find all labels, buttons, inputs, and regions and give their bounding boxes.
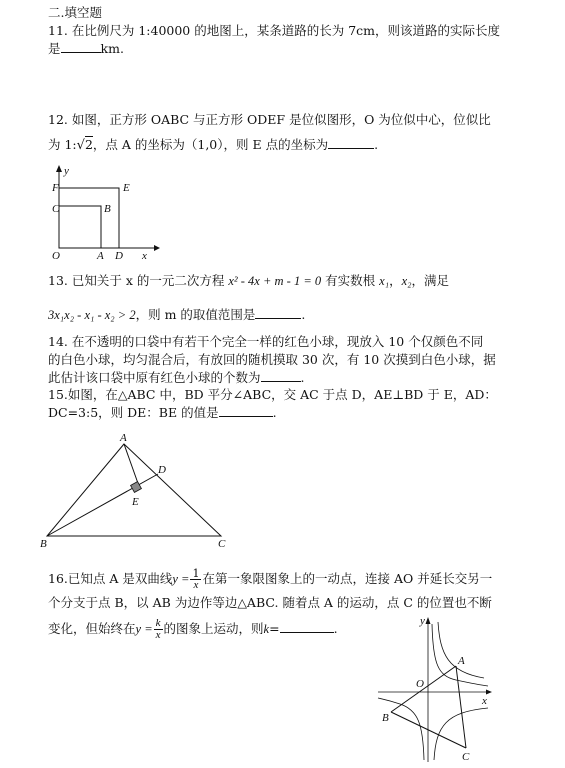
q11-unit: km.	[100, 41, 124, 56]
label-e: E	[123, 182, 130, 194]
label-a: A	[120, 432, 127, 444]
q13-line1: 13. 已知关于 x 的一元二次方程 x² - 4x + m - 1 = 0 有实数根 x₁，x₂，满足	[48, 273, 449, 288]
label-y: y	[64, 165, 69, 177]
y-axis-arrow	[56, 165, 62, 172]
q11-line1: 11. 在比例尺为 1:40000 的地图上，某条道路的长为 7cm，则该道路的实际长度	[48, 23, 501, 38]
label-a: A	[458, 655, 465, 667]
hyperbola-k-branch-2	[434, 708, 488, 760]
x-axis-arrow	[154, 245, 160, 251]
hyperbola-k-branch-1	[438, 622, 484, 678]
label-c: C	[462, 751, 470, 763]
q12-line1: 12. 如图，正方形 OABC 与正方形 ODEF 是位似图形，O 为位似中心，位似比	[48, 112, 491, 127]
label-o: O	[416, 678, 424, 690]
label-e: E	[132, 496, 139, 508]
section-title: 二.填空题	[48, 5, 102, 20]
fraction-k-over-x: $\frac{k}{x}$	[155, 617, 161, 641]
right-angle-mark	[131, 482, 142, 493]
q15-answer-blank[interactable]	[219, 404, 273, 417]
label-c: C	[218, 538, 226, 550]
q15-figure	[36, 430, 236, 552]
label-b: B	[40, 538, 47, 550]
y-axis-arrow	[426, 617, 431, 624]
q11-answer-blank[interactable]	[61, 40, 101, 53]
label-c: C	[52, 203, 60, 215]
label-d: D	[158, 464, 166, 476]
segment-ac	[456, 666, 466, 748]
q15-line1: 15.如图，在△ABC 中，BD 平分∠ABC，交 AC 于点 D，AE⊥BD 于 E，AD：	[48, 387, 497, 402]
label-x: x	[142, 250, 147, 262]
q16-line1: 16.已知点 A 是双曲线y = $\frac{1}{x}$ 在第一象限图象上的一动点，连接 AO 并延长交另一	[48, 567, 493, 591]
q16-figure	[376, 614, 496, 764]
label-b: B	[382, 712, 389, 724]
label-y: y	[420, 615, 425, 627]
square-oabc	[59, 206, 101, 248]
label-d: D	[115, 250, 123, 262]
q15-line2: DC=3:5，则 DE：BE 的值是 .	[48, 405, 277, 420]
segment-bd	[47, 474, 158, 536]
q13-line2: 3x₁x₂ - x₁ - x₂ > 2，则 m 的取值范围是 .	[48, 307, 306, 322]
q14-line2: 的白色小球，均匀混合后，有放回的随机摸取 30 次，有 10 次摸到白色小球，据	[48, 352, 496, 367]
label-o: O	[52, 250, 60, 262]
q13-condition: 3x₁x₂ - x₁ - x₂ > 2	[48, 308, 136, 322]
q16-answer-blank[interactable]	[280, 620, 334, 633]
q12-figure	[44, 162, 164, 262]
label-a: A	[97, 250, 104, 262]
label-f: F	[52, 182, 59, 194]
sqrt-symbol: √	[76, 138, 85, 153]
q13-answer-blank[interactable]	[255, 306, 301, 319]
q11-prefix: 是	[48, 41, 61, 56]
hyperbola-branch-q3	[378, 698, 424, 760]
q13-equation: x² - 4x + m - 1 = 0	[228, 274, 322, 288]
q14-line3: 此估计该口袋中原有红色小球的个数为 .	[48, 370, 305, 385]
fraction-1-over-x: $\frac{1}{x}$	[192, 567, 200, 591]
square-odef	[59, 188, 119, 248]
q12-answer-blank[interactable]	[328, 136, 374, 149]
x-axis-arrow	[486, 690, 492, 695]
q16-line2: 个分支于点 B，以 AB 为边作等边△ABC. 随着点 A 的运动，点 C 的位置也不断	[48, 595, 492, 610]
q12-line2: 为 1:√2，点 A 的坐标为（1,0），则 E 点的坐标为 .	[48, 137, 379, 153]
segment-bc	[391, 712, 466, 748]
q14-answer-blank[interactable]	[261, 369, 301, 382]
q14-line1: 14. 在不透明的口袋中有若干个完全一样的红色小球，现放入 10 个仅颜色不同	[48, 334, 484, 349]
label-x: x	[482, 695, 487, 707]
root-x1: x₁	[379, 274, 390, 288]
root-x2: x₂	[401, 274, 412, 288]
q11-line2	[48, 40, 124, 58]
sqrt-radicand: 2	[84, 137, 93, 152]
label-b: B	[104, 203, 111, 215]
q16-line3: 变化，但始终在y = $\frac{k}{x}$ 的图象上运动，则k= .	[48, 617, 338, 641]
